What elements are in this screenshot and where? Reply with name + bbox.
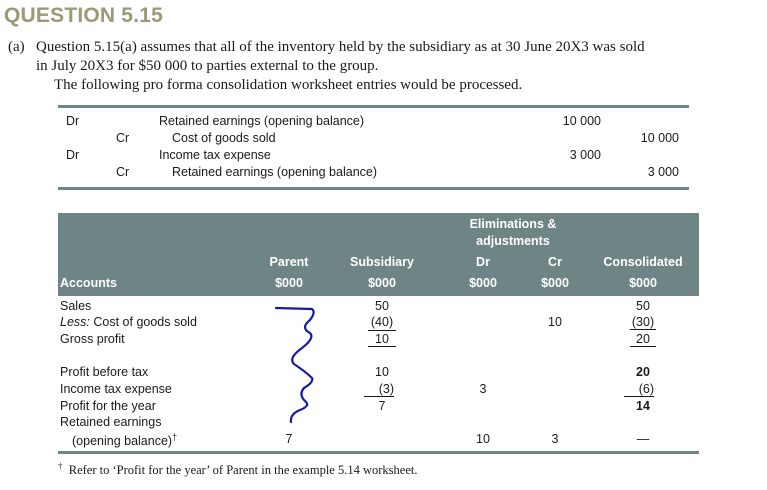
row-consolidated: (6) — [624, 382, 654, 397]
intro-line-2: in July 20X3 for $50 000 to parties external to the group. — [36, 58, 379, 74]
entry-account: Income tax expense — [159, 148, 271, 162]
part-label: (a) — [8, 39, 25, 55]
journal-entry — [58, 114, 689, 131]
question-title: QUESTION 5.15 — [4, 4, 163, 27]
consolidation-worksheet — [58, 213, 699, 454]
row-subsidiary: (40) — [370, 315, 394, 329]
row-consolidated: 20 — [630, 332, 656, 347]
row-account: Sales — [60, 299, 92, 313]
entry-account: Cost of goods sold — [172, 131, 276, 145]
row-subsidiary: (3) — [364, 382, 394, 397]
row-subsidiary: 7 — [378, 399, 386, 413]
row-account: (opening balance)† — [72, 432, 178, 449]
row-cr: 3 — [551, 432, 559, 446]
row-account: Profit before tax — [60, 365, 149, 379]
entry-drcr: Cr — [116, 131, 130, 145]
entry-account: Retained earnings (opening balance) — [159, 114, 365, 128]
row-consolidated: 50 — [636, 299, 650, 313]
entry-drcr: Dr — [66, 114, 80, 128]
entry-cr-amount: 10 000 — [640, 131, 679, 145]
intro-line-3: The following pro forma consolidation worksheet entries would be processed. — [54, 77, 523, 93]
intro-line-1 — [8, 38, 763, 57]
header-eliminations: Eliminations & — [469, 217, 557, 231]
entry-cr-amount: 3 000 — [647, 165, 679, 179]
row-cr: 10 — [548, 315, 562, 329]
row-account: Retained earnings — [60, 415, 162, 429]
header-subsidiary: Subsidiary — [350, 255, 414, 269]
dagger-marker: † — [172, 432, 178, 442]
journal-entries-table — [58, 105, 689, 190]
row-consolidated: — — [636, 432, 650, 446]
footnote-marker: † — [58, 461, 63, 471]
header-subsidiary-unit: $000 — [368, 276, 396, 290]
worksheet-header — [58, 213, 699, 296]
header-dr: Dr — [476, 255, 490, 269]
row-dr: 3 — [479, 382, 487, 396]
row-dr: 10 — [476, 432, 490, 446]
row-account: Gross profit — [60, 332, 125, 346]
header-cr: Cr — [548, 255, 562, 269]
header-consolidated-unit: $000 — [629, 276, 657, 290]
entry-drcr: Dr — [66, 148, 80, 162]
row-account: Income tax expense — [60, 382, 172, 396]
row-subsidiary: 10 — [368, 332, 396, 347]
journal-entry — [58, 131, 689, 148]
header-consolidated: Consolidated — [603, 255, 683, 269]
footnote-text: Refer to ‘Profit for the year’ of Parent in the example 5.14 worksheet. — [68, 463, 418, 478]
row-subsidiary: 10 — [375, 365, 389, 379]
footnote — [58, 461, 417, 478]
row-consolidated: (30) — [631, 315, 655, 329]
header-accounts: Accounts — [60, 276, 117, 290]
header-adjustments: adjustments — [476, 234, 550, 248]
row-consolidated: 14 — [636, 399, 650, 413]
intro-text-1: Question 5.15(a) assumes that all of the inventory held by the subsidiary as at 30 June 20X3 was sold — [36, 39, 645, 55]
header-cr-unit: $000 — [541, 276, 569, 290]
row-account: Profit for the year — [60, 399, 156, 413]
header-dr-unit: $000 — [469, 276, 497, 290]
journal-entry — [58, 148, 689, 165]
journal-entry — [58, 165, 689, 182]
entry-drcr: Cr — [116, 165, 130, 179]
entry-account: Retained earnings (opening balance) — [172, 165, 378, 179]
handwritten-squiggle-annotation — [260, 300, 340, 430]
subtotal-rule — [368, 330, 396, 331]
less-prefix: Less: — [60, 315, 90, 329]
row-consolidated: 20 — [636, 365, 650, 379]
header-parent-unit: $000 — [275, 276, 303, 290]
row-account: Less: Cost of goods sold — [60, 315, 197, 329]
worksheet-body — [58, 296, 699, 454]
header-parent: Parent — [269, 255, 309, 269]
entry-dr-amount: 10 000 — [562, 114, 601, 128]
entry-dr-amount: 3 000 — [569, 148, 601, 162]
row-parent: 7 — [285, 432, 293, 446]
row-subsidiary: 50 — [375, 299, 389, 313]
